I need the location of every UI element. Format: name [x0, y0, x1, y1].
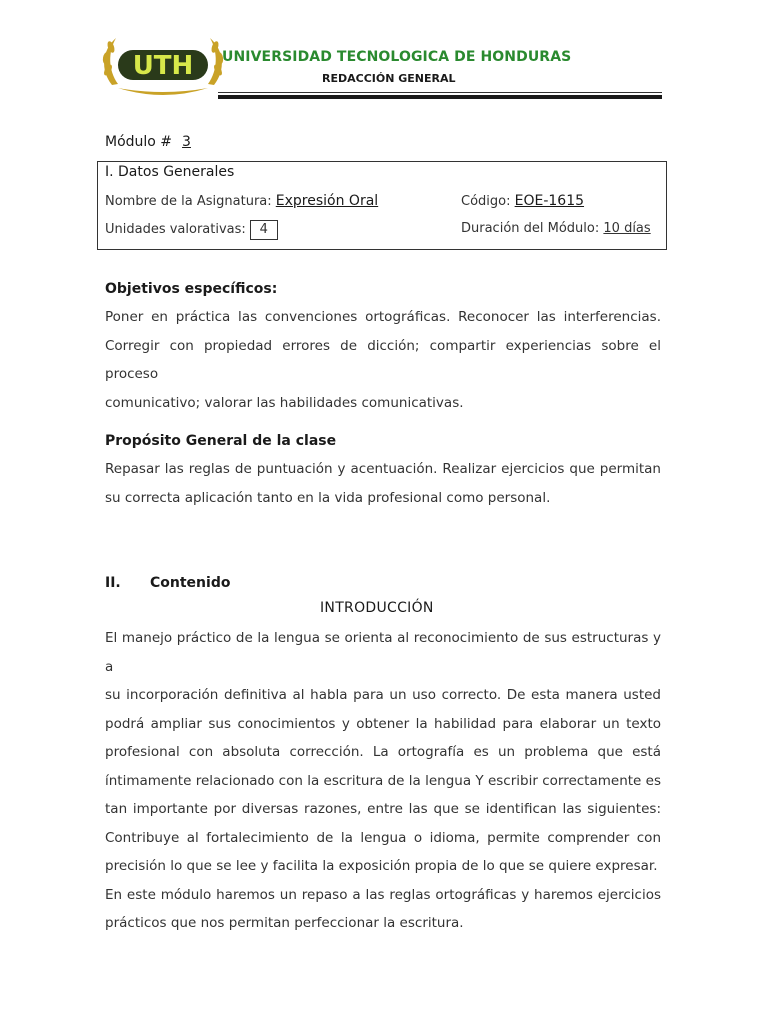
- objetivos-line: comunicativo; valorar las habilidades comunicativas.: [105, 394, 464, 411]
- contenido-line: íntimamente relacionado con la escritura de la lengua Y escribir correctamente es: [105, 772, 661, 789]
- codigo-row: [461, 193, 584, 209]
- asignatura-value: Expresión Oral: [275, 193, 379, 209]
- proposito-heading: Propósito General de la clase: [105, 433, 337, 449]
- contenido-paragraph: [105, 624, 661, 938]
- modulo-line: [105, 134, 197, 150]
- university-name: UNIVERSIDAD TECNOLOGICA DE HONDURAS: [222, 49, 572, 65]
- duracion-row: [461, 221, 651, 236]
- unidades-row: [105, 220, 278, 240]
- modulo-number: 3: [182, 134, 191, 150]
- unidades-value: 4: [250, 220, 278, 240]
- contenido-line: precisión lo que se lee y facilita la exposición propia de lo que se quiere expresar.: [105, 858, 658, 874]
- asignatura-label: Nombre de la Asignatura:: [105, 194, 272, 209]
- introduccion-title: INTRODUCCIÓN: [320, 600, 434, 616]
- objetivos-heading: Objetivos específicos:: [105, 281, 278, 297]
- contenido-heading: Contenido: [150, 575, 231, 591]
- svg-text:UTH: UTH: [132, 51, 194, 81]
- codigo-label: Código:: [461, 194, 511, 209]
- document-subtitle: REDACCIÓN GENERAL: [322, 72, 456, 85]
- duracion-label: Duración del Módulo:: [461, 221, 600, 236]
- contenido-line: El manejo práctico de la lengua se orienta al reconocimiento de sus estructuras y a: [105, 630, 661, 675]
- contenido-line: profesional con absoluta corrección. La ortografía es un problema que está: [105, 744, 661, 760]
- asignatura-row: [105, 193, 378, 209]
- contenido-line: Contribuye al fortalecimiento de la lengua o idioma, permite comprender con: [105, 829, 661, 846]
- contenido-line: prácticos que nos permitan perfeccionar la escritura.: [105, 915, 464, 931]
- objetivos-line: Poner en práctica las convenciones ortográficas. Reconocer las interferencias.: [105, 309, 661, 325]
- modulo-label: Módulo #: [105, 134, 173, 150]
- contenido-line: En este módulo haremos un repaso a las reglas ortográficas y haremos ejercicios: [105, 886, 661, 903]
- codigo-value: EOE-1615: [514, 193, 585, 209]
- proposito-paragraph: [105, 455, 661, 512]
- proposito-line: su correcta aplicación tanto en la vida profesional como personal.: [105, 489, 551, 506]
- proposito-line: Repasar las reglas de puntuación y acentuación. Realizar ejercicios que permitan: [105, 461, 661, 477]
- contenido-number: II.: [105, 575, 121, 591]
- contenido-line: tan importante por diversas razones, entre las que se identifican las siguientes:: [105, 801, 661, 817]
- datos-generales-box: [97, 161, 667, 250]
- duracion-value: 10 días: [603, 221, 651, 236]
- datos-generales-title: I. Datos Generales: [105, 164, 235, 180]
- header-rule-thick: [218, 95, 662, 99]
- objetivos-line: Corregir con propiedad errores de dicción; compartir experiencias sobre el proceso: [105, 337, 661, 382]
- header-rule-thin: [218, 92, 662, 93]
- unidades-label: Unidades valorativas:: [105, 222, 246, 237]
- contenido-line: su incorporación definitiva al habla para un uso correcto. De esta manera usted: [105, 687, 661, 703]
- contenido-line: podrá ampliar sus conocimientos y obtener la habilidad para elaborar un texto: [105, 715, 661, 732]
- objetivos-paragraph: [105, 303, 661, 417]
- uth-logo: [98, 30, 228, 100]
